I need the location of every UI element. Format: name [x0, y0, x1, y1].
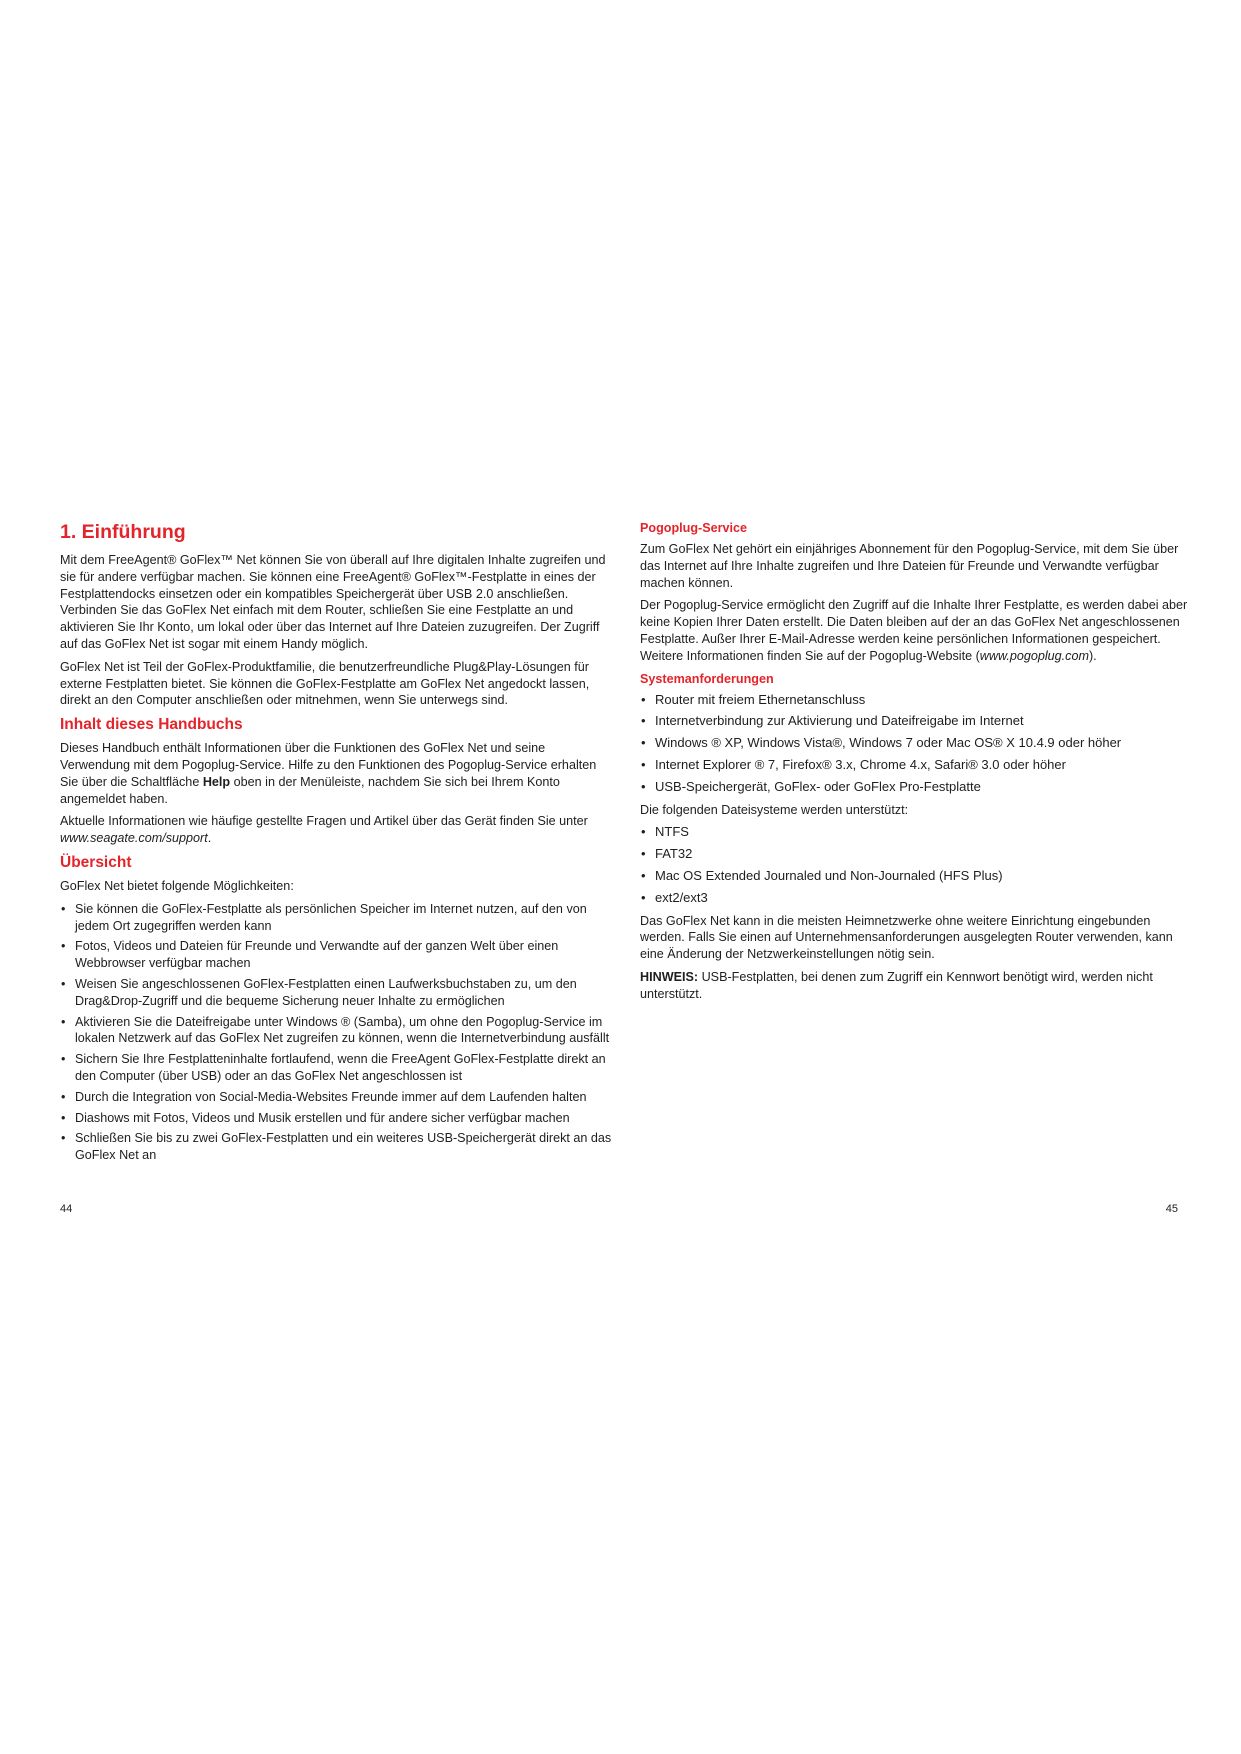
list-item: • Sichern Sie Ihre Festplatteninhalte fortlaufend, wenn die FreeAgent GoFlex-Festplatte direkt an den Computer (über USB) oder an das GoFlex Net angeschlossen ist [61, 1052, 606, 1083]
overview-heading: Übersicht [60, 853, 132, 871]
bullet-icon: • [641, 756, 646, 772]
pogoplug-link[interactable]: www.pogoplug.com [979, 648, 1089, 663]
list-item: • Sie können die GoFlex-Festplatte als persönlichen Speicher im Internet nutzen, auf den von jedem Ort zugegriffen werden kann [61, 901, 587, 933]
list-item: • Durch die Integration von Social-Media-Websites Freunde immer auf dem Laufenden halten [61, 1089, 587, 1104]
handbook-heading: Inhalt dieses Handbuchs [60, 716, 243, 734]
handbook-paragraph-1: Dieses Handbuch enthält Informationen über die Funktionen des GoFlex Net und seine Verwendung mit dem Pogoplug-Service. Hilfe zu den Funktionen des Pogoplug-Service erhalten Sie über die Schaltfläche Help oben in der Menüleiste, nachdem Sie sich bei Ihrem Konto angemeldet haben. [60, 741, 597, 806]
note-paragraph: HINWEIS: USB-Festplatten, bei denen zum Zugriff ein Kennwort benötigt wird, werden nicht unterstützt. [640, 969, 1153, 1001]
bullet-icon: • [61, 939, 66, 954]
list-item: • Aktivieren Sie die Dateifreigabe unter Windows ® (Samba), um ohne den Pogoplug-Service im lokalen Netzwerk auf das GoFlex Net zugreifen zu können, wenn die Internetverbindung ausfällt [61, 1014, 610, 1046]
bullet-icon: • [61, 901, 66, 916]
page-number-right: 45 [1165, 1203, 1178, 1215]
handbook-paragraph-2: Aktuelle Informationen wie häufige gestellte Fragen und Artikel über das Gerät finden Sie unter www.seagate.com/support. [60, 814, 588, 846]
left-page [60, 520, 615, 1170]
bullet-icon: • [61, 1052, 66, 1067]
bullet-icon: • [61, 976, 66, 991]
list-item: • USB-Speichergerät, GoFlex- oder GoFlex Pro-Festplatte [641, 778, 981, 794]
bullet-icon: • [61, 1089, 66, 1104]
pogoplug-paragraph-2: Der Pogoplug-Service ermöglicht den Zugriff auf die Inhalte Ihrer Festplatte, es werden dabei aber keine Kopien Ihrer Daten erstellt. Die Daten bleiben auf der an das GoFlex Net angeschlossenen Festplatte. Außer Ihrer E-Mail-Adresse werden keine persönlichen Informationen gespeichert. Weitere Informationen finden Sie auf der Pogoplug-Website (www.pogoplug.com). [640, 598, 1188, 663]
list-item: • Router mit freiem Ethernetanschluss [641, 691, 866, 707]
help-button-reference: Help [202, 774, 231, 789]
overview-intro: GoFlex Net bietet folgende Möglichkeiten: [60, 878, 294, 893]
list-item: • NTFS [641, 824, 689, 840]
list-item: • ext2/ext3 [641, 889, 708, 905]
bullet-icon: • [61, 1110, 66, 1125]
sysreq-list [640, 692, 1190, 796]
bullet-icon: • [641, 691, 646, 707]
right-page [640, 520, 1190, 1009]
list-item: • FAT32 [641, 846, 693, 862]
bullet-icon: • [61, 1131, 66, 1146]
bullet-icon: • [641, 735, 646, 751]
chapter-title: 1. Einführung [60, 521, 186, 543]
filesystems-list [640, 824, 1190, 906]
overview-list [60, 901, 615, 1164]
list-item: • Internetverbindung zur Aktivierung und Dateifreigabe im Internet [641, 713, 1024, 729]
bullet-icon: • [641, 824, 646, 840]
bullet-icon: • [641, 713, 646, 729]
intro-paragraph-1: Mit dem FreeAgent® GoFlex™ Net können Sie von überall auf Ihre digitalen Inhalte zugreifen und sie für andere verfügbar machen. Sie können eine FreeAgent® GoFlex™-Festplatte in eines der Festplattendocks einsetzen oder ein kompatibles Speichergerät über USB 2.0 anschließen. Verbinden Sie das GoFlex Net einfach mit dem Router, schließen Sie eine Festplatte an und aktivieren Sie Ihr Konto, um lokal oder über das Internet auf Ihre Dateien zuzugreifen. Der Zugriff auf das GoFlex Net ist sogar mit einem Handy möglich. [60, 553, 606, 651]
sysreq-heading: Systemanforderungen [640, 671, 774, 686]
bullet-icon: • [641, 778, 646, 794]
bullet-icon: • [61, 1014, 66, 1029]
list-item: • Fotos, Videos und Dateien für Freunde und Verwandte auf der ganzen Welt über einen Webbrowser verfügbar machen [61, 939, 559, 971]
list-item: • Diashows mit Fotos, Videos und Musik erstellen und für andere sicher verfügbar machen [61, 1110, 570, 1125]
network-paragraph: Das GoFlex Net kann in die meisten Heimnetzwerke ohne weitere Einrichtung eingebunden werden. Falls Sie einen auf Unternehmensanforderungen ausgelegten Router verwenden, kann eine Änderung der Netzwerkeinstellungen nötig sein. [640, 913, 1173, 962]
list-item: • Schließen Sie bis zu zwei GoFlex-Festplatten und ein weiteres USB-Speichergerät direkt an das GoFlex Net an [61, 1131, 612, 1163]
page-number-left: 44 [60, 1203, 73, 1215]
list-item: • Weisen Sie angeschlossenen GoFlex-Festplatten einen Laufwerksbuchstaben zu, um den Drag&Drop-Zugriff und die bequeme Sicherung neuer Inhalte zu ermöglichen [61, 976, 577, 1008]
support-link[interactable]: www.seagate.com/support [60, 831, 208, 846]
pogoplug-paragraph-1: Zum GoFlex Net gehört ein einjähriges Abonnement für den Pogoplug-Service, mit dem Sie über das Internet auf Ihre Inhalte zugreifen und Ihre Dateien für Freunde und Verwandte verfügbar machen können. [640, 542, 1179, 590]
pogoplug-heading: Pogoplug-Service [640, 521, 748, 535]
bullet-icon: • [641, 889, 646, 905]
list-item: • Mac OS Extended Journaled und Non-Journaled (HFS Plus) [641, 867, 1003, 883]
bullet-icon: • [641, 846, 646, 862]
bullet-icon: • [641, 867, 646, 883]
list-item: • Windows ® XP, Windows Vista®, Windows 7 oder Mac OS® X 10.4.9 oder höher [641, 735, 1122, 751]
list-item: • Internet Explorer ® 7, Firefox® 3.x, Chrome 4.x, Safari® 3.0 oder höher [641, 756, 1066, 772]
note-label: HINWEIS: [640, 969, 699, 984]
filesystems-intro: Die folgenden Dateisysteme werden unterstützt: [640, 802, 909, 817]
intro-paragraph-2: GoFlex Net ist Teil der GoFlex-Produktfamilie, die benutzerfreundliche Plug&Play-Lösungen für externe Festplatten bietet. Sie können die GoFlex-Festplatte am GoFlex Net angedockt lassen, direkt an den Computer anschließen oder mitnehmen, wenn Sie unterwegs sind. [60, 659, 590, 708]
